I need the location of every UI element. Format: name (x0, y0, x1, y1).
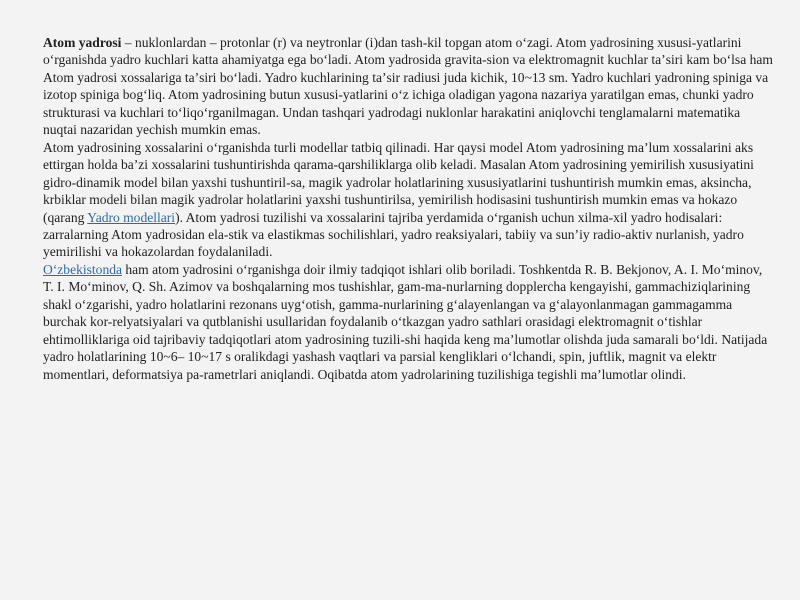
paragraph-uzbekistan-research (43, 261, 773, 383)
paragraph-3-text: ham atom yadrosini oʻrganishga doir ilmiy tadqiqot ishlari olib boriladi. Toshkentda R. B. Bekjonov, A. I. Moʻminov, T. I. Moʻminov, Q. Sh. Azimov va boshqalarning mos tushishlar, gam-ma-nurlarning dopplercha kengayishi, gammachiziqlarining shakl oʻzgarishi, yadro holatlarini rezonans uygʻotish, gamma-nurlarining gʻalayenlangan va gʻalayonlanmagan gammagamma burchak kor-relyatsiyalari va qutblanishi usullaridan foydalanib oʻtkazgan yadro sathlari orasidagi elektromagnit oʻtishlar ehtimolliklariga oid tajribaviy tadqiqotlari atom yadrosining tuzili-shi haqida keng maʼlumotlar olishda juda samarali boʻldi. Natijada yadro holatlarining 10~6– 10~17 s oralikdagi yashash vaqtlari va parsial kengliklari oʻlchandi, spin, juftlik, magnit va elektr momentlari, deformatsiya pa-rametrlari aniqlandi. Oqibatda atom yadrolarining tuzilishiga tegishli maʼlumotlar olindi. (43, 261, 768, 382)
term-atom-yadrosi: Atom yadrosi (43, 35, 122, 50)
paragraph-2-text-before: Atom yadrosining xossalarini oʻrganishda turli modellar tatbiq qilinadi. Har qaysi model Atom yadrosining maʼlum xossalarini aks ettirgan holda baʼzi xossalarini tushuntirishda qarama-qarshiliklarga olib keladi. Masalan Atom yadrosining yemirilish xususiyatini gidro-dinamik model bilan yaxshi tushuntiril-sa, magik yadrolar holatlarining xususiyatlarini tushuntirish mumkin emas, aksincha, krbiklar modeli bilan magik yadrolar holatlarini yaxshi tushuntirilsa, yemirilish hodisasini tushuntirish mumkin emas va hokazo (qarang (43, 139, 754, 225)
paragraph-nuclear-models (43, 139, 773, 261)
link-yadro-modellari[interactable]: Yadro modellari (87, 209, 176, 225)
article-body (43, 34, 773, 383)
link-ozbekistonda[interactable]: Oʻzbekistonda (43, 261, 122, 277)
paragraph-2-text-after: ). Atom yadrosi tuzilishi va xossalarini tajriba yerdamida oʻrganish uchun xilma-xil yadro hodisalari: zarralarning Atom yadrosidan ela-stik va elastikmas sochilishlari, yadro reaksiyalari, tabiiy va sunʼiy radio-aktiv nurlanish, yadro yemirilishi va hokazolardan foydalaniladi. (43, 209, 744, 260)
paragraph-atom-nucleus-definition (43, 34, 773, 139)
paragraph-1-text: – nuklonlardan – protonlar (r) va neytronlar (i)dan tash-kil topgan atom oʻzagi. Atom yadrosining xususi-yatlarini oʻrganishda yadro kuchlari katta ahamiyatga ega boʻladi. Atom yadrosida gravita-sion va elektromagnit kuchlar taʼsiri kam boʻlsa ham Atom yadrosi xossalariga taʼsiri boʻladi. Yadro kuchlarining taʼsir radiusi juda kichik, 10~13 sm. Yadro kuchlari yadroning spiniga va izotop spiniga bogʻliq. Atom yadrosining butun xususi-yatlarini oʻz ichiga oladigan yagona nazariya yaratilgan emas, chunki yadro strukturasi va kuchlari toʻliqoʻrganilmagan. Undan tashqari yadrodagi nuklonlar harakatini aniqlovchi tenglamalarni matematika nuqtai nazaridan yechish mumkin emas. (43, 35, 773, 138)
